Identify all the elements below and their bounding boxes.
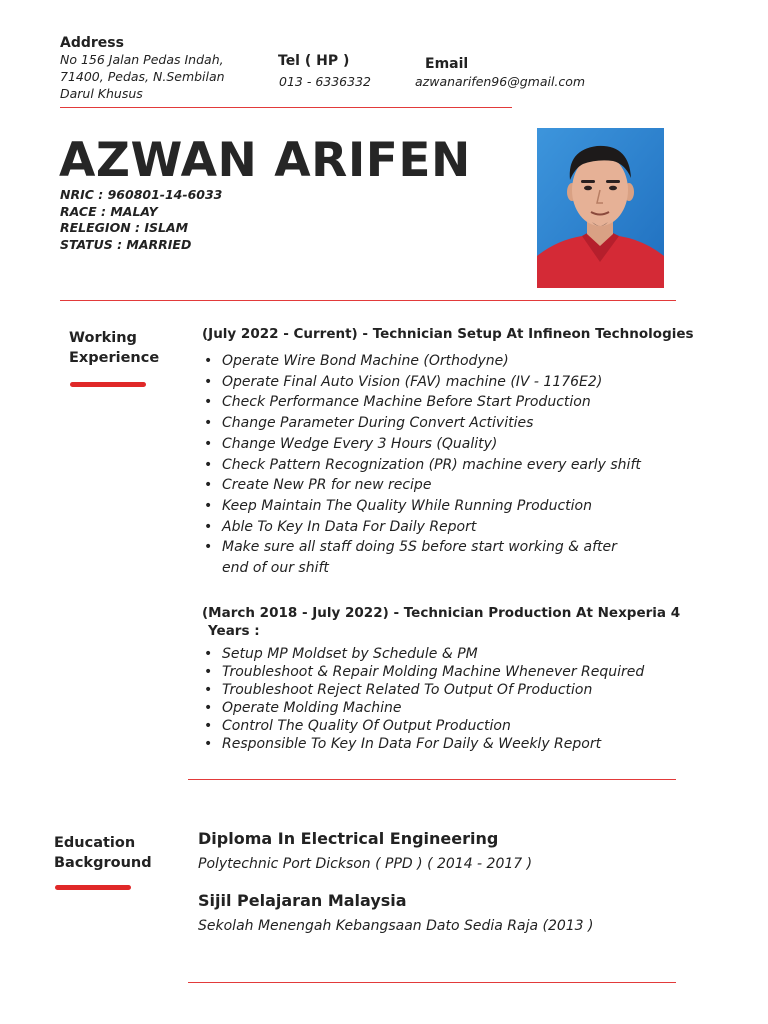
list-item: • Able To Key In Data For Daily Report — [202, 517, 642, 538]
list-item: • Check Pattern Recognization (PR) machine every early shift — [202, 455, 642, 476]
list-item: • Keep Maintain The Quality While Running Production — [202, 496, 642, 517]
status-text: STATUS : MARRIED — [60, 236, 192, 252]
job-title-infineon: (July 2022 - Current) - Technician Setup At Infineon Technologies — [202, 326, 694, 342]
job-title-line: Years : — [208, 623, 260, 639]
experience-divider — [188, 779, 676, 780]
section-title-line: Experience — [69, 350, 160, 366]
list-item: • Change Wedge Every 3 Hours (Quality) — [202, 434, 642, 455]
experience-section-title — [69, 328, 159, 368]
address-value — [60, 51, 260, 102]
header-divider — [60, 107, 512, 108]
tel-label: Tel ( HP ) — [278, 53, 350, 69]
list-item: • Setup MP Moldset by Schedule & PM — [202, 645, 702, 663]
list-item: • Troubleshoot & Repair Molding Machine Whenever Required — [202, 663, 702, 681]
list-item: • Responsible To Key In Data For Daily & Weekly Report — [202, 735, 702, 753]
job-title-nexperia — [202, 604, 680, 640]
list-item: • Check Performance Machine Before Start Production — [202, 392, 642, 413]
profile-divider — [60, 300, 676, 301]
profile-photo — [537, 128, 664, 288]
nric-text: NRIC : 960801-14-6033 — [60, 187, 223, 202]
duties-list-infineon — [202, 351, 642, 579]
candidate-name: AZWAN ARIFEN — [59, 133, 471, 188]
race-text: RACE : MALAY — [60, 203, 158, 219]
email-value: azwanarifen96@gmail.com — [415, 74, 586, 89]
education-title-diploma: Diploma In Electrical Engineering — [198, 829, 499, 848]
list-item: • Make sure all staff doing 5S before start working & after end of our shift — [202, 537, 642, 578]
profile-photo-illustration — [537, 128, 664, 288]
address-line: No 156 Jalan Pedas Indah, — [60, 52, 224, 67]
education-section-title — [54, 833, 152, 873]
address-line: 71400, Pedas, N.Sembilan — [60, 69, 225, 84]
section-title-line: Working — [69, 330, 137, 346]
email-label: Email — [425, 56, 469, 72]
tel-value: 013 - 6336332 — [279, 74, 371, 89]
religion-text: RELEGION : ISLAM — [60, 220, 189, 235]
education-subtitle-diploma: Polytechnic Port Dickson ( PPD ) ( 2014 - 2017 ) — [198, 856, 533, 872]
education-accent-bar — [55, 885, 131, 890]
education-title-spm: Sijil Pelajaran Malaysia — [198, 891, 407, 910]
section-title-line: Education — [54, 835, 136, 851]
duties-list-nexperia — [202, 645, 702, 753]
address-label: Address — [60, 35, 124, 51]
experience-accent-bar — [70, 382, 146, 387]
list-item: • Troubleshoot Reject Related To Output Of Production — [202, 681, 702, 699]
list-item: • Change Parameter During Convert Activities — [202, 413, 642, 434]
list-item: • Create New PR for new recipe — [202, 475, 642, 496]
job-title-line: (March 2018 - July 2022) - Technician Production At Nexperia 4 — [202, 605, 681, 621]
section-title-line: Background — [54, 855, 152, 871]
education-divider — [188, 982, 676, 983]
list-item: • Control The Quality Of Output Production — [202, 717, 702, 735]
personal-details — [60, 187, 222, 253]
education-subtitle-spm: Sekolah Menengah Kebangsaan Dato Sedia Raja (2013 ) — [198, 918, 594, 934]
list-item: • Operate Final Auto Vision (FAV) machine (IV - 1176E2) — [202, 372, 642, 393]
address-line: Darul Khusus — [60, 86, 143, 101]
list-item: • Operate Molding Machine — [202, 699, 702, 717]
list-item: • Operate Wire Bond Machine (Orthodyne) — [202, 351, 642, 372]
